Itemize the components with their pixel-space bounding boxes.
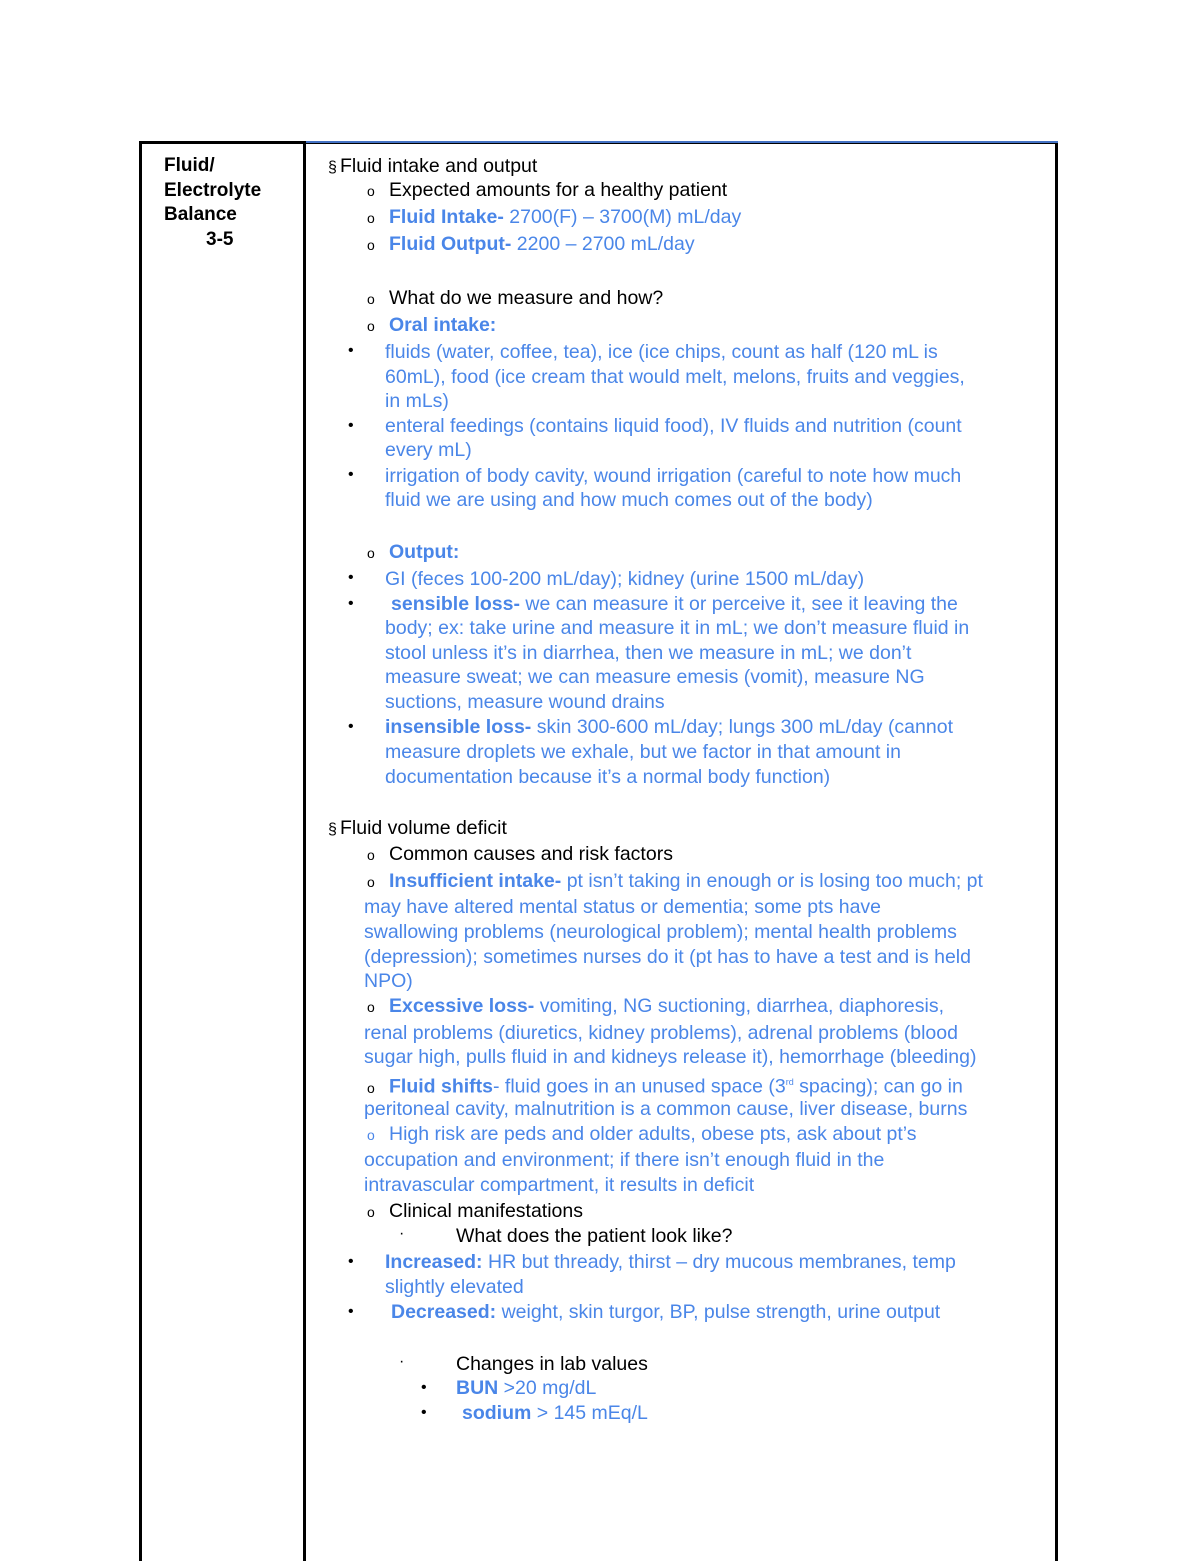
circle-bullet-icon: o — [367, 183, 375, 199]
output-item-gi-kidney: GI (feces 100-200 mL/day); kidney (urine 1500 mL/day) — [385, 568, 865, 590]
increased-line-1: Increased: HR but thready, thirst – dry mucous membranes, temp — [385, 1251, 956, 1273]
middle-dot-icon: · — [399, 1353, 405, 1370]
oral-intake-item-3-line-1: irrigation of body cavity, wound irrigation (careful to note how much — [385, 465, 962, 487]
bullet-icon: • — [348, 1253, 354, 1270]
middle-dot-icon: · — [399, 1225, 405, 1242]
oral-intake-item-1-line-3: in mLs) — [385, 390, 449, 412]
insensible-loss-line-3: documentation because it’s a normal body function) — [385, 766, 831, 788]
topic-title-line-2: Electrolyte — [164, 179, 262, 201]
circle-bullet-icon: o — [367, 1204, 375, 1220]
sensible-loss-line-5: suctions, measure wound drains — [385, 691, 665, 713]
excessive-loss-line-2: renal problems (diuretics, kidney problems), adrenal problems (blood — [364, 1022, 958, 1044]
circle-bullet-icon: o — [367, 318, 375, 334]
bullet-icon: • — [348, 342, 354, 359]
lab-values-heading: Changes in lab values — [456, 1353, 648, 1375]
list-item: o Clinical manifestations — [367, 1199, 583, 1225]
list-item: o Expected amounts for a healthy patient — [367, 178, 727, 204]
sensible-loss-line-1: sensible loss- we can measure it or perceive it, see it leaving the — [391, 593, 958, 615]
sensible-loss-line-2: body; ex: take urine and measure it in mL; we don’t measure fluid in — [385, 617, 970, 639]
topic-title-line-3: Balance — [164, 204, 237, 225]
fluid-shifts-line-2: peritoneal cavity, malnutrition is a common cause, liver disease, burns — [364, 1098, 968, 1120]
section-heading-volume-deficit: § Fluid volume deficit — [328, 816, 507, 843]
insufficient-intake-line-3: swallowing problems (neurological problem); mental health problems — [364, 921, 957, 943]
table-top-border — [303, 141, 1058, 143]
excessive-loss-line-1: o Excessive loss- vomiting, NG suctioning, diarrhea, diaphoresis, — [367, 994, 944, 1020]
bullet-icon: • — [348, 466, 354, 483]
circle-bullet-icon: o — [367, 291, 375, 307]
bullet-icon: • — [348, 595, 354, 612]
circle-bullet-icon: o — [367, 545, 375, 561]
bullet-icon: • — [421, 1404, 427, 1421]
list-item: o Output: — [367, 540, 459, 566]
circle-bullet-icon: o — [367, 999, 375, 1015]
sodium-lab-value: sodium > 145 mEq/L — [462, 1402, 648, 1424]
oral-intake-item-3-line-2: fluid we are using and how much comes out of the body) — [385, 489, 873, 511]
section-sign-icon: § — [328, 821, 337, 838]
increased-line-2: slightly elevated — [385, 1276, 524, 1298]
topic-pages: 3-5 — [206, 228, 234, 250]
circle-bullet-icon: o — [367, 210, 375, 226]
oral-intake-item-1-line-1: fluids (water, coffee, tea), ice (ice chips, count as half (120 mL is — [385, 341, 938, 363]
oral-intake-item-1-line-2: 60mL), food (ice cream that would melt, melons, fruits and veggies, — [385, 366, 965, 388]
topic-title-line-1: Fluid/ — [164, 155, 215, 176]
section-heading-intake-output: § Fluid intake and output — [328, 154, 537, 181]
bullet-icon: • — [348, 417, 354, 434]
high-risk-line-3: intravascular compartment, it results in deficit — [364, 1174, 755, 1196]
bun-lab-value: BUN >20 mg/dL — [456, 1377, 597, 1399]
high-risk-line-2: occupation and environment; if there isn’t enough fluid in the — [364, 1149, 885, 1171]
circle-bullet-icon: o — [367, 847, 375, 863]
decreased-line: Decreased: weight, skin turgor, BP, pulse strength, urine output — [391, 1301, 941, 1323]
circle-bullet-icon: o — [367, 874, 375, 890]
insensible-loss-line-2: measure droplets we exhale, but we factor in that amount in — [385, 741, 901, 763]
excessive-loss-line-3: sugar high, pulls fluid in and kidneys release it), hemorrhage (bleeding) — [364, 1046, 977, 1068]
insufficient-intake-line-4: (depression); sometimes nurses do it (pt has to have a test and is held — [364, 946, 971, 968]
insufficient-intake-line-5: NPO) — [364, 970, 413, 992]
circle-bullet-icon: o — [367, 1079, 375, 1096]
list-item: o Fluid Intake- 2700(F) – 3700(M) mL/day — [367, 205, 741, 231]
insufficient-intake-line-2: may have altered mental status or dementia; some pts have — [364, 896, 882, 918]
bullet-icon: • — [348, 1303, 354, 1320]
sensible-loss-line-4: measure sweat; we can measure emesis (vomit), measure NG — [385, 666, 925, 688]
insensible-loss-line-1: insensible loss- skin 300-600 mL/day; lungs 300 mL/day (cannot — [385, 716, 953, 738]
sensible-loss-line-3: stool unless it’s in diarrhea, then we measure in mL; we don’t — [385, 642, 912, 664]
list-item: o Oral intake: — [367, 313, 496, 339]
fluid-shifts-line-1: o Fluid shifts- fluid goes in an unused space (3rd spacing); can go in — [367, 1070, 963, 1100]
circle-bullet-icon: o — [367, 1127, 375, 1143]
list-item: o Fluid Output- 2200 – 2700 mL/day — [367, 232, 695, 258]
bullet-icon: • — [421, 1379, 427, 1396]
oral-intake-item-2-line-1: enteral feedings (contains liquid food), IV fluids and nutrition (count — [385, 415, 962, 437]
bullet-icon: • — [348, 569, 354, 586]
list-item: o What do we measure and how? — [367, 286, 663, 312]
section-sign-icon: § — [328, 159, 337, 176]
circle-bullet-icon: o — [367, 237, 375, 253]
patient-look-question: What does the patient look like? — [456, 1225, 733, 1247]
bullet-icon: • — [348, 718, 354, 735]
high-risk-line-1: o High risk are peds and older adults, obese pts, ask about pt’s — [367, 1122, 917, 1148]
oral-intake-item-2-line-2: every mL) — [385, 439, 472, 461]
column-divider — [303, 141, 306, 1561]
topic-cell — [164, 154, 261, 252]
list-item: o Common causes and risk factors — [367, 842, 673, 868]
insufficient-intake-line-1: o Insufficient intake- pt isn’t taking in enough or is losing too much; pt — [367, 869, 983, 895]
